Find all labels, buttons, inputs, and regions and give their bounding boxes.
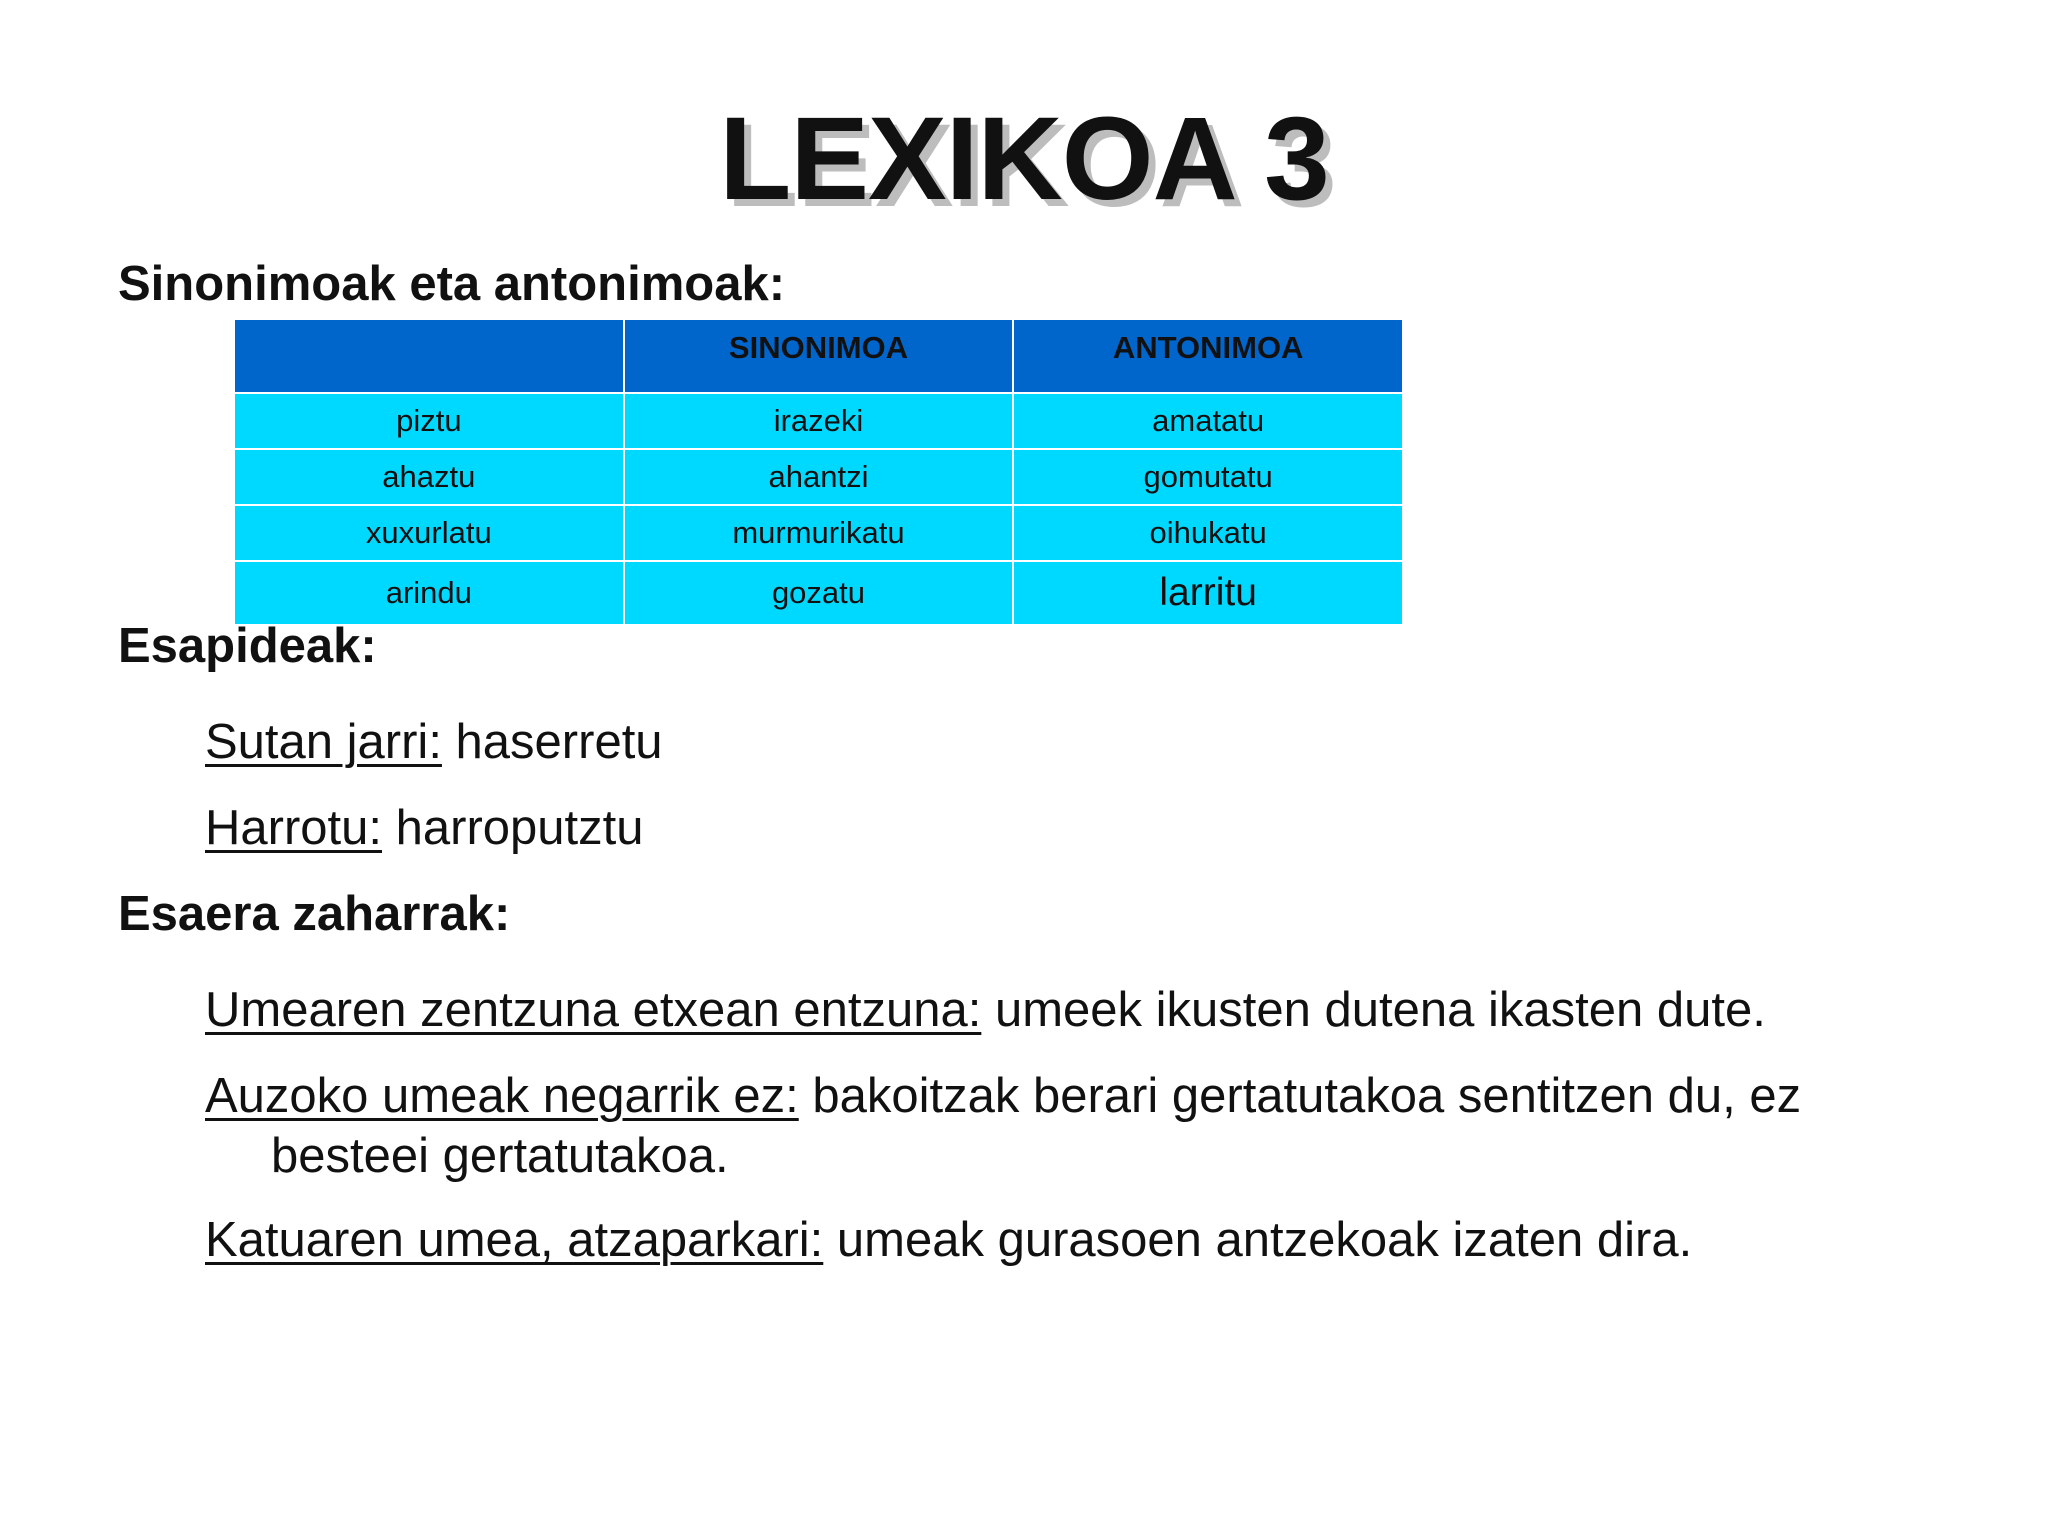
expression-item [205, 798, 1985, 858]
saying-first-line [205, 1066, 1985, 1126]
table-header-antonym: ANTONIMOA [1013, 319, 1403, 393]
table-cell-antonym: gomutatu [1013, 449, 1403, 505]
table-header-row [234, 319, 1403, 393]
saying-term: Auzoko umeak negarrik ez: [205, 1069, 799, 1123]
expressions-heading: Esapideak: [118, 619, 377, 673]
saying-item [205, 1210, 1985, 1270]
table-cell-word: piztu [234, 393, 624, 449]
table-cell-antonym: amatatu [1013, 393, 1403, 449]
table-header-word [234, 319, 624, 393]
table-cell-synonym: murmurikatu [624, 505, 1014, 561]
saying-item [205, 980, 1985, 1040]
table-row [234, 393, 1403, 449]
sayings-heading: Esaera zaharrak: [118, 887, 511, 941]
saying-meaning: bakoitzak berari gertatutakoa sentitzen du, ez [798, 1069, 1802, 1123]
expression-term: Harrotu: [205, 801, 383, 855]
table-cell-synonym: irazeki [624, 393, 1014, 449]
slide-title: LEXIKOA 3 [719, 93, 1329, 225]
saying-item [205, 1066, 1985, 1186]
table-cell-word: ahaztu [234, 449, 624, 505]
expression-meaning: haserretu [441, 715, 663, 769]
table-cell-antonym: larritu [1013, 561, 1403, 625]
table-cell-antonym: oihukatu [1013, 505, 1403, 561]
table-cell-word: arindu [234, 561, 624, 625]
saying-continuation: besteei gertatutakoa. [271, 1129, 729, 1183]
table-cell-synonym: ahantzi [624, 449, 1014, 505]
expression-item [205, 712, 1985, 772]
table-cell-synonym: gozatu [624, 561, 1014, 625]
table-row [234, 561, 1403, 625]
synonyms-heading: Sinonimoak eta antonimoak: [118, 257, 786, 311]
saying-term: Katuaren umea, atzaparkari: [205, 1213, 824, 1267]
saying-meaning: umeak gurasoen antzekoak izaten dira. [823, 1213, 1693, 1267]
expression-meaning: harroputztu [382, 801, 644, 855]
expression-term: Sutan jarri: [205, 715, 442, 769]
saying-term: Umearen zentzuna etxean entzuna: [205, 983, 982, 1037]
table-cell-word: xuxurlatu [234, 505, 624, 561]
table-row [234, 449, 1403, 505]
saying-meaning: umeek ikusten dutena ikasten dute. [981, 983, 1766, 1037]
table-header-synonym: SINONIMOA [624, 319, 1014, 393]
synonyms-antonyms-table [233, 318, 1404, 626]
table-row [234, 505, 1403, 561]
